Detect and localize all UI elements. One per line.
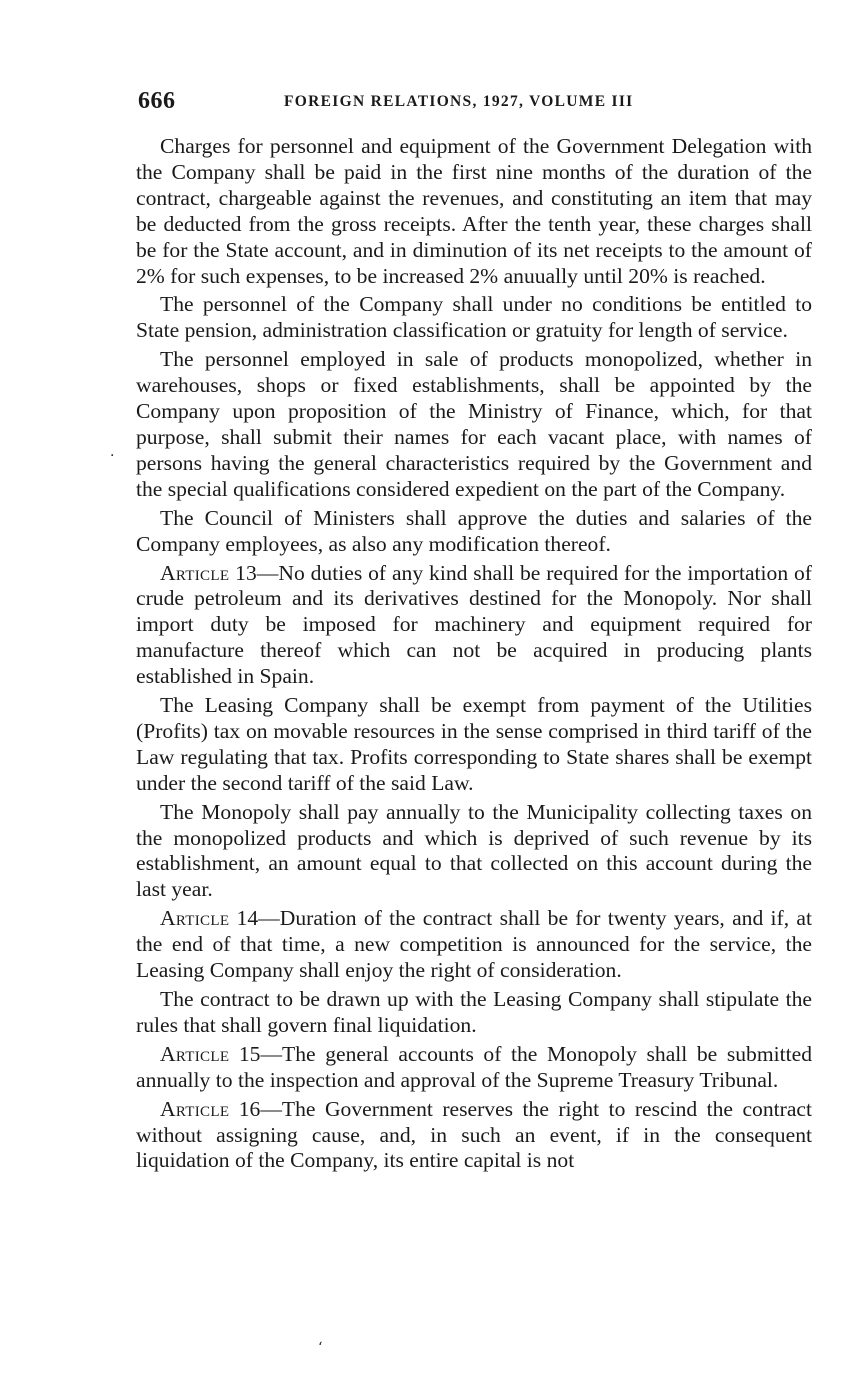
paragraph <box>136 506 812 558</box>
paragraph-text: The Leasing Company shall be exempt from payment of the Utilities (Profits) tax on movable resources in the sense comprised in third tariff of the Law regulating that tax. Profits corresponding to State shares shall be exempt under the second tariff of the said Law. <box>136 693 812 795</box>
page-header <box>138 88 810 118</box>
scan-speck-mark: ʻ <box>318 1340 323 1356</box>
paragraph <box>136 987 812 1039</box>
paragraph-text: 14—Duration of the contract shall be for twenty years, and if, at the end of that time, a new competition is announced for the service, the Leasing Company shall enjoy the right of consideration. <box>136 906 812 983</box>
paragraph-text: 16—The Government reserves the right to rescind the contract without assigning cause, and, in such an event, if in the consequent liquidation of the Company, its entire capital is not <box>136 1096 812 1173</box>
paragraph <box>136 347 812 502</box>
paragraph-text: The contract to be drawn up with the Leasing Company shall stipulate the rules that shall govern final liquidation. <box>136 987 812 1037</box>
article-16-paragraph <box>136 1097 812 1175</box>
article-15-paragraph <box>136 1042 812 1094</box>
paragraph-text: 15—The general accounts of the Monopoly shall be submitted annually to the inspection and approval of the Supreme Treasury Tribunal. <box>136 1041 812 1092</box>
article-label: Article <box>160 906 230 931</box>
article-label: Article <box>160 1041 230 1066</box>
article-label: Article <box>160 560 230 585</box>
article-14-paragraph <box>136 906 812 984</box>
page-number: 666 <box>138 88 176 114</box>
paragraph-text: 13—No duties of any kind shall be required for the importation of crude petroleum and its derivatives destined for the Monopoly. Nor shall import duty be imposed for machinery and equipment required for manufacture thereof which can not be acquired in producing plants established in Spain. <box>136 560 812 689</box>
article-13-paragraph <box>136 561 812 691</box>
paragraph-text: Charges for personnel and equipment of the Government Delegation with the Company shall be paid in the first nine months of the duration of the contract, chargeable against the revenues, and constituting an item that may be deducted from the gross receipts. After the tenth year, these charges shall be for the State account, and in diminution of its net receipts to the amount of 2% for such expenses, to be increased 2% anuually until 20% is reached. <box>136 134 812 288</box>
paragraph-text: The Monopoly shall pay annually to the Municipality collecting taxes on the monopolized products and which is deprived of such revenue by its establishment, an amount equal to that collected on this account during the last year. <box>136 799 812 902</box>
scan-speck-mark: · <box>110 448 115 464</box>
paragraph <box>136 134 812 289</box>
paragraph <box>136 292 812 344</box>
body-text <box>136 134 812 1177</box>
running-head: FOREIGN RELATIONS, 1927, VOLUME III <box>284 93 634 110</box>
paragraph-text: The personnel employed in sale of products monopolized, whether in warehouses, shops or fixed establishments, shall be appointed by the Company upon proposition of the Ministry of Finance, which, for that purpose, shall submit their names for each vacant place, with names of persons having the general characteristics required by the Government and the special qualifications considered expedient on the part of the Company. <box>136 347 812 501</box>
paragraph-text: The Council of Ministers shall approve the duties and salaries of the Company employees, as also any modification thereof. <box>136 505 812 556</box>
paragraph <box>136 800 812 904</box>
paragraph-text: The personnel of the Company shall under no conditions be entitled to State pension, administration classification or gratuity for length of service. <box>136 292 812 343</box>
article-label: Article <box>160 1096 230 1121</box>
paragraph <box>136 693 812 797</box>
